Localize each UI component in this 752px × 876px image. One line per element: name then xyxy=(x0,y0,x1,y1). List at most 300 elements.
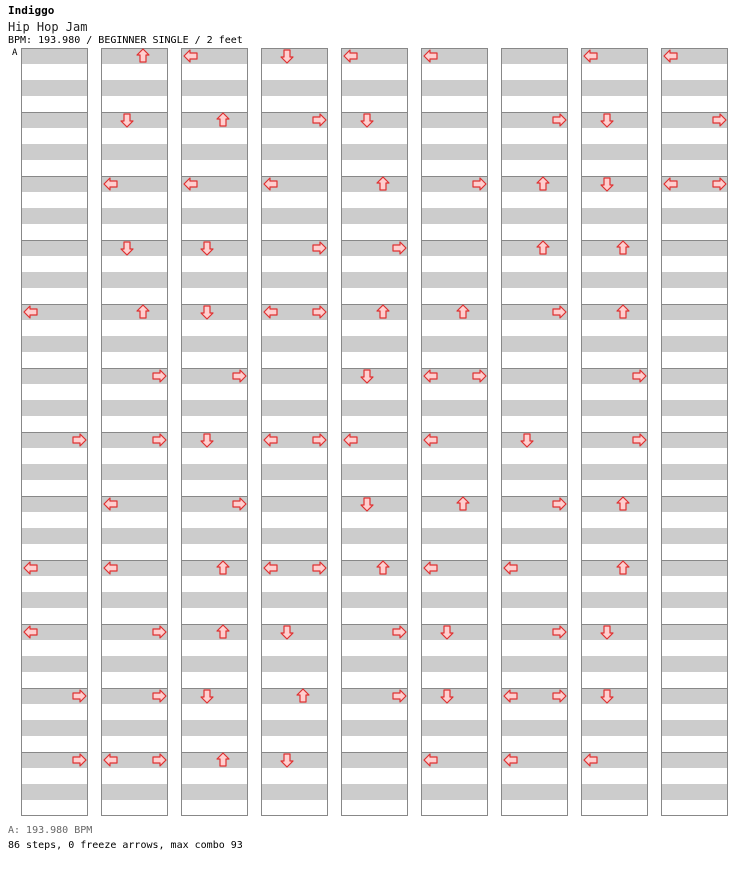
beat-band xyxy=(261,528,328,544)
beat-band xyxy=(661,592,728,608)
beat-band xyxy=(581,512,648,528)
beat-band xyxy=(181,752,248,768)
beat-band xyxy=(341,528,408,544)
beat-band xyxy=(421,336,488,352)
beat-band xyxy=(661,704,728,720)
beat-band xyxy=(421,288,488,304)
beat-band xyxy=(501,736,568,752)
beat-band xyxy=(181,272,248,288)
beat-band xyxy=(661,272,728,288)
beat-band xyxy=(341,704,408,720)
beat-band xyxy=(341,736,408,752)
beat-band xyxy=(261,592,328,608)
beat-band xyxy=(261,192,328,208)
beat-band xyxy=(181,640,248,656)
beat-band xyxy=(581,352,648,368)
beat-band xyxy=(261,368,328,384)
beat-band xyxy=(181,400,248,416)
beat-band xyxy=(661,800,728,816)
beat-band xyxy=(581,112,648,128)
beat-band xyxy=(341,800,408,816)
beat-band xyxy=(181,704,248,720)
beat-band xyxy=(181,144,248,160)
beat-band xyxy=(261,608,328,624)
beat-band xyxy=(341,176,408,192)
beat-band xyxy=(261,464,328,480)
beat-band xyxy=(181,336,248,352)
beat-band xyxy=(261,576,328,592)
beat-band xyxy=(101,192,168,208)
beat-band xyxy=(181,672,248,688)
beat-band xyxy=(21,272,88,288)
beat-band xyxy=(181,432,248,448)
beat-band xyxy=(101,96,168,112)
beat-band xyxy=(341,752,408,768)
beat-band xyxy=(261,80,328,96)
step-summary: 86 steps, 0 freeze arrows, max combo 93 xyxy=(8,840,243,851)
beat-band xyxy=(341,416,408,432)
beat-band xyxy=(261,512,328,528)
beat-band xyxy=(661,192,728,208)
beat-band xyxy=(421,80,488,96)
beat-band xyxy=(661,240,728,256)
beat-band xyxy=(581,256,648,272)
beat-band xyxy=(101,48,168,64)
beat-band xyxy=(581,656,648,672)
beat-band xyxy=(341,576,408,592)
beat-band xyxy=(501,640,568,656)
beat-band xyxy=(421,256,488,272)
beat-band xyxy=(581,688,648,704)
beat-band xyxy=(581,464,648,480)
beat-band xyxy=(581,544,648,560)
beat-band xyxy=(21,224,88,240)
beat-band xyxy=(581,400,648,416)
beat-band xyxy=(21,144,88,160)
beat-band xyxy=(341,144,408,160)
beat-band xyxy=(261,544,328,560)
beat-band xyxy=(261,768,328,784)
beat-band xyxy=(421,400,488,416)
beat-band xyxy=(341,560,408,576)
beat-band xyxy=(101,704,168,720)
beat-band xyxy=(341,80,408,96)
beat-band xyxy=(261,400,328,416)
beat-band xyxy=(661,208,728,224)
beat-band xyxy=(261,128,328,144)
beat-band xyxy=(21,160,88,176)
beat-band xyxy=(581,240,648,256)
beat-band xyxy=(661,224,728,240)
beat-band xyxy=(581,384,648,400)
beat-band xyxy=(101,640,168,656)
chart-column xyxy=(261,48,328,816)
beat-band xyxy=(581,800,648,816)
beat-band xyxy=(421,480,488,496)
beat-band xyxy=(501,224,568,240)
beat-band xyxy=(181,288,248,304)
beat-band xyxy=(501,64,568,80)
beat-band xyxy=(101,240,168,256)
beat-band xyxy=(101,384,168,400)
beat-band xyxy=(261,704,328,720)
beat-band xyxy=(21,96,88,112)
beat-band xyxy=(341,128,408,144)
beat-band xyxy=(421,592,488,608)
beat-band xyxy=(581,480,648,496)
beat-band xyxy=(101,144,168,160)
beat-band xyxy=(341,256,408,272)
beat-band xyxy=(661,512,728,528)
beat-band xyxy=(261,784,328,800)
chart-column xyxy=(421,48,488,816)
beat-band xyxy=(501,800,568,816)
beat-band xyxy=(661,784,728,800)
beat-band xyxy=(181,208,248,224)
beat-band xyxy=(21,416,88,432)
beat-band xyxy=(21,176,88,192)
beat-band xyxy=(341,352,408,368)
beat-band xyxy=(501,528,568,544)
beat-band xyxy=(261,48,328,64)
beat-band xyxy=(581,128,648,144)
beat-band xyxy=(581,448,648,464)
beat-band xyxy=(181,784,248,800)
beat-band xyxy=(421,464,488,480)
chart-column xyxy=(101,48,168,816)
beat-band xyxy=(341,224,408,240)
beat-band xyxy=(341,96,408,112)
beat-band xyxy=(501,352,568,368)
beat-band xyxy=(21,640,88,656)
beat-band xyxy=(661,560,728,576)
beat-band xyxy=(501,784,568,800)
beat-band xyxy=(501,544,568,560)
beat-band xyxy=(101,128,168,144)
beat-band xyxy=(421,624,488,640)
beat-band xyxy=(341,720,408,736)
beat-band xyxy=(21,720,88,736)
beat-band xyxy=(421,512,488,528)
beat-band xyxy=(101,464,168,480)
beat-band xyxy=(21,192,88,208)
beat-band xyxy=(181,160,248,176)
beat-band xyxy=(501,80,568,96)
beat-band xyxy=(101,656,168,672)
beat-band xyxy=(181,624,248,640)
beat-band xyxy=(581,416,648,432)
beat-band xyxy=(341,768,408,784)
beat-band xyxy=(101,208,168,224)
beat-band xyxy=(501,48,568,64)
beat-band xyxy=(501,320,568,336)
chart-column xyxy=(501,48,568,816)
beat-band xyxy=(501,576,568,592)
beat-band xyxy=(661,672,728,688)
beat-band xyxy=(501,208,568,224)
beat-band xyxy=(181,528,248,544)
beat-band xyxy=(181,512,248,528)
chart-column xyxy=(21,48,88,816)
beat-band xyxy=(501,768,568,784)
beat-band xyxy=(581,304,648,320)
beat-band xyxy=(21,336,88,352)
beat-band xyxy=(341,368,408,384)
beat-band xyxy=(261,336,328,352)
beat-band xyxy=(21,528,88,544)
beat-band xyxy=(501,256,568,272)
beat-band xyxy=(341,208,408,224)
beat-band xyxy=(661,128,728,144)
beat-band xyxy=(261,752,328,768)
beat-band xyxy=(501,608,568,624)
beat-band xyxy=(101,336,168,352)
beat-band xyxy=(181,736,248,752)
beat-band xyxy=(101,544,168,560)
beat-band xyxy=(181,352,248,368)
beat-band xyxy=(501,192,568,208)
beat-band xyxy=(501,704,568,720)
beat-band xyxy=(581,160,648,176)
beat-band xyxy=(341,608,408,624)
beat-band xyxy=(581,528,648,544)
beat-band xyxy=(421,208,488,224)
beat-band xyxy=(661,480,728,496)
beat-band xyxy=(101,592,168,608)
beat-band xyxy=(261,496,328,512)
bpm-legend: A: 193.980 BPM xyxy=(8,825,93,836)
bpm-marker-label: A xyxy=(12,48,18,58)
beat-band xyxy=(421,688,488,704)
beat-band xyxy=(181,96,248,112)
beat-band xyxy=(261,384,328,400)
beat-band xyxy=(181,720,248,736)
beat-band xyxy=(261,256,328,272)
beat-band xyxy=(341,192,408,208)
beat-band xyxy=(101,352,168,368)
beat-band xyxy=(21,784,88,800)
beat-band xyxy=(261,480,328,496)
beat-band xyxy=(341,640,408,656)
beat-band xyxy=(661,448,728,464)
beat-band xyxy=(21,368,88,384)
beat-band xyxy=(341,656,408,672)
beat-band xyxy=(101,64,168,80)
beat-band xyxy=(181,544,248,560)
beat-band xyxy=(101,80,168,96)
beat-band xyxy=(421,704,488,720)
beat-band xyxy=(341,448,408,464)
beat-band xyxy=(581,336,648,352)
beat-band xyxy=(421,112,488,128)
beat-band xyxy=(341,112,408,128)
beat-band xyxy=(501,160,568,176)
beat-band xyxy=(581,720,648,736)
beat-band xyxy=(181,416,248,432)
beat-band xyxy=(261,800,328,816)
beat-band xyxy=(341,336,408,352)
beat-band xyxy=(581,96,648,112)
beat-band xyxy=(421,448,488,464)
beat-band xyxy=(501,176,568,192)
beat-band xyxy=(261,288,328,304)
beat-band xyxy=(341,272,408,288)
beat-band xyxy=(261,416,328,432)
beat-band xyxy=(341,784,408,800)
beat-band xyxy=(661,304,728,320)
beat-band xyxy=(501,144,568,160)
beat-band xyxy=(661,736,728,752)
beat-band xyxy=(21,464,88,480)
beat-band xyxy=(421,352,488,368)
beat-band xyxy=(661,352,728,368)
beat-band xyxy=(421,576,488,592)
beat-band xyxy=(181,112,248,128)
beat-band xyxy=(581,224,648,240)
beat-band xyxy=(341,496,408,512)
beat-band xyxy=(661,96,728,112)
beat-band xyxy=(261,448,328,464)
beat-band xyxy=(421,64,488,80)
beat-band xyxy=(101,160,168,176)
beat-band xyxy=(501,592,568,608)
beat-band xyxy=(581,496,648,512)
beat-band xyxy=(421,496,488,512)
beat-band xyxy=(101,720,168,736)
beat-band xyxy=(21,768,88,784)
beat-band xyxy=(341,400,408,416)
beat-band xyxy=(21,128,88,144)
chart-column xyxy=(181,48,248,816)
beat-band xyxy=(261,144,328,160)
beat-band xyxy=(661,464,728,480)
beat-band xyxy=(101,224,168,240)
beat-band xyxy=(581,768,648,784)
beat-band xyxy=(581,64,648,80)
beat-band xyxy=(21,704,88,720)
beat-band xyxy=(101,400,168,416)
beat-band xyxy=(421,128,488,144)
beat-band xyxy=(21,400,88,416)
beat-band xyxy=(421,240,488,256)
beat-band xyxy=(501,480,568,496)
beat-band xyxy=(101,528,168,544)
beat-band xyxy=(501,464,568,480)
beat-band xyxy=(101,416,168,432)
beat-band xyxy=(501,448,568,464)
beat-band xyxy=(21,576,88,592)
beat-band xyxy=(581,80,648,96)
beat-band xyxy=(341,672,408,688)
beat-band xyxy=(181,192,248,208)
beat-band xyxy=(341,160,408,176)
beat-band xyxy=(261,160,328,176)
beat-band xyxy=(661,336,728,352)
beat-band xyxy=(341,464,408,480)
beat-band xyxy=(21,352,88,368)
beat-band xyxy=(261,736,328,752)
beat-band xyxy=(101,304,168,320)
beat-band xyxy=(181,480,248,496)
beat-band xyxy=(421,384,488,400)
beat-band xyxy=(501,432,568,448)
beat-band xyxy=(21,592,88,608)
beat-band xyxy=(101,608,168,624)
beat-band xyxy=(661,624,728,640)
beat-band xyxy=(21,512,88,528)
beat-band xyxy=(501,384,568,400)
beat-band xyxy=(21,240,88,256)
beat-band xyxy=(661,320,728,336)
beat-band xyxy=(421,800,488,816)
beat-band xyxy=(181,592,248,608)
beat-band xyxy=(21,656,88,672)
beat-band xyxy=(21,384,88,400)
beat-band xyxy=(421,272,488,288)
beat-band xyxy=(421,784,488,800)
beat-band xyxy=(421,608,488,624)
beat-band xyxy=(181,80,248,96)
beat-band xyxy=(501,96,568,112)
beat-band xyxy=(261,96,328,112)
beat-band xyxy=(661,608,728,624)
beat-band xyxy=(261,672,328,688)
beat-band xyxy=(661,688,728,704)
beat-band xyxy=(661,432,728,448)
beat-band xyxy=(501,336,568,352)
beat-band xyxy=(21,112,88,128)
beat-band xyxy=(21,320,88,336)
beat-band xyxy=(661,64,728,80)
artist-name: Indiggo xyxy=(8,4,55,17)
beat-band xyxy=(421,640,488,656)
beat-band xyxy=(581,320,648,336)
beat-band xyxy=(101,736,168,752)
chart-column xyxy=(661,48,728,816)
beat-band xyxy=(661,576,728,592)
beat-band xyxy=(501,416,568,432)
beat-band xyxy=(501,240,568,256)
beat-band xyxy=(261,208,328,224)
beat-band xyxy=(581,736,648,752)
beat-band xyxy=(181,768,248,784)
beat-band xyxy=(661,384,728,400)
beat-band xyxy=(661,752,728,768)
beat-band xyxy=(181,608,248,624)
beat-band xyxy=(421,96,488,112)
beat-band xyxy=(421,144,488,160)
beat-band xyxy=(661,768,728,784)
beat-band xyxy=(661,256,728,272)
beat-band xyxy=(261,720,328,736)
beat-band xyxy=(421,224,488,240)
beat-band xyxy=(341,592,408,608)
beat-band xyxy=(581,192,648,208)
beat-band xyxy=(661,528,728,544)
beat-band xyxy=(661,288,728,304)
beat-band xyxy=(661,544,728,560)
beat-band xyxy=(261,640,328,656)
beat-band xyxy=(101,320,168,336)
beat-band xyxy=(21,800,88,816)
beat-band xyxy=(101,768,168,784)
beat-band xyxy=(261,688,328,704)
beat-band xyxy=(181,64,248,80)
beat-band xyxy=(261,320,328,336)
chart-column xyxy=(341,48,408,816)
beat-band xyxy=(661,400,728,416)
beat-band xyxy=(581,608,648,624)
